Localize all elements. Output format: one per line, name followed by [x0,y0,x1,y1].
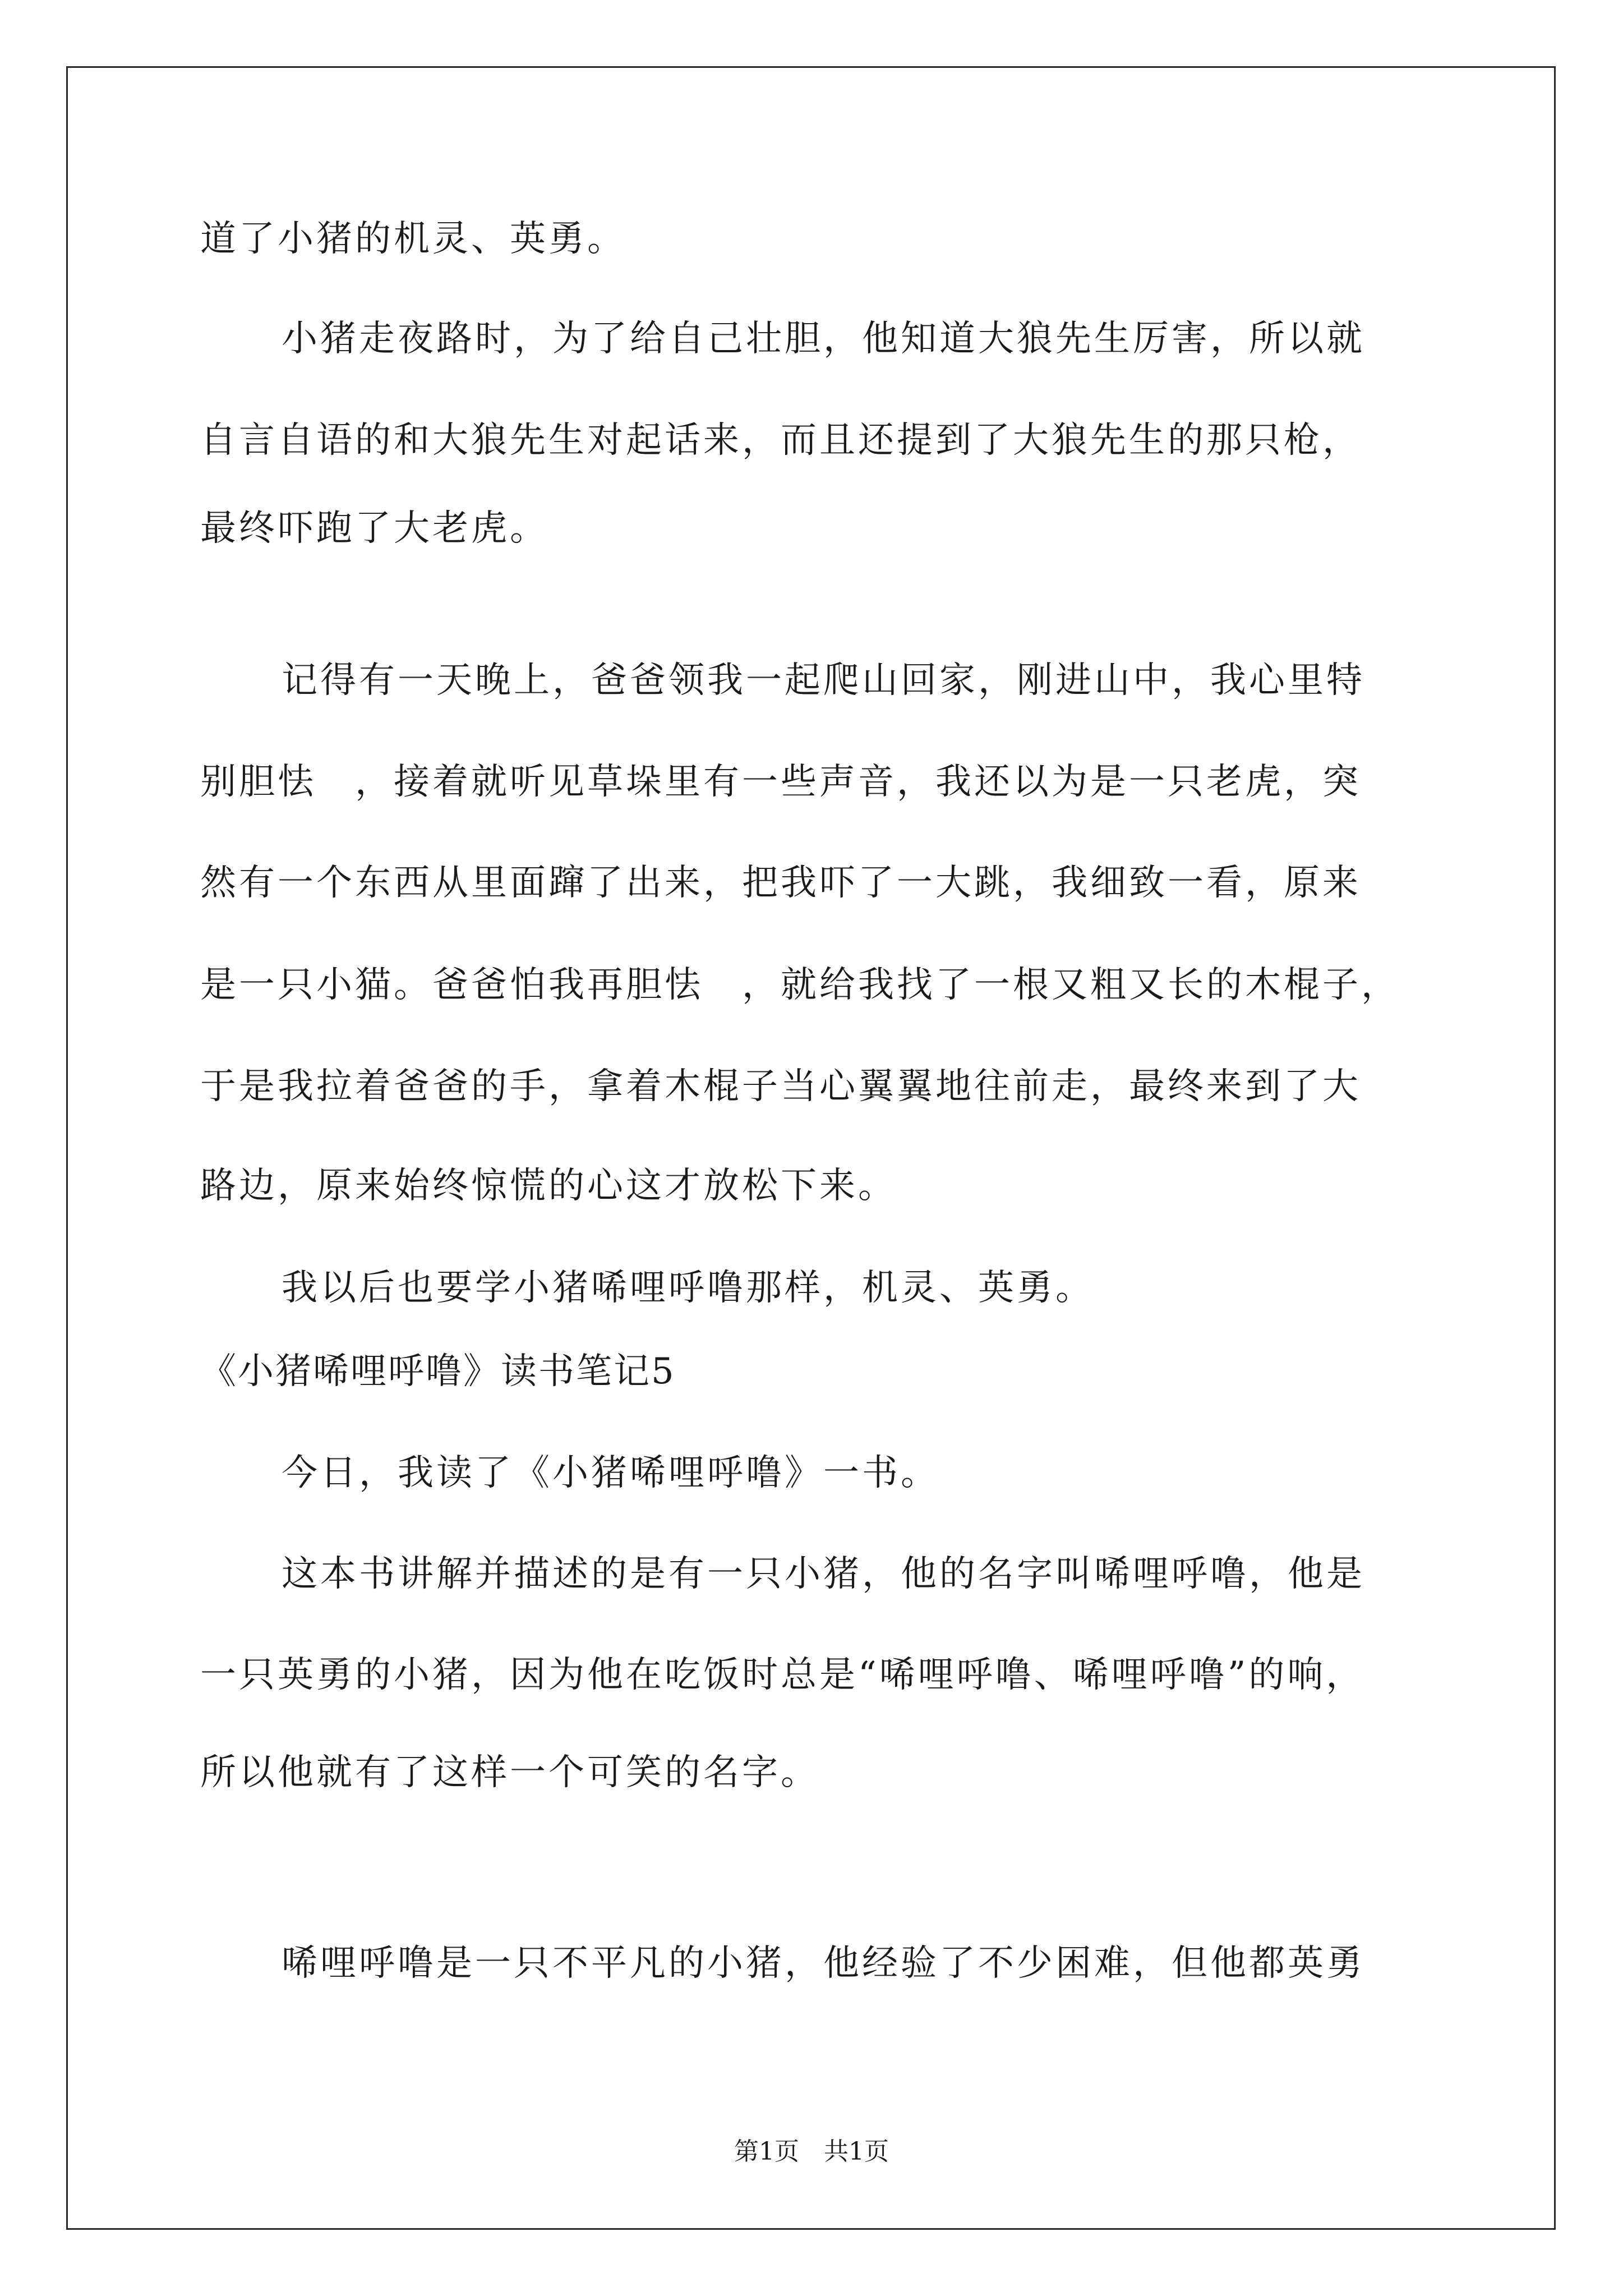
paragraph-line: 小猪走夜路时，为了给自己壮胆，他知道大狼先生厉害，所以就 [282,318,1365,360]
paragraph-line: 今日，我读了《小猪唏哩呼噜》一书。 [282,1452,939,1494]
paragraph-line: 自言自语的和大狼先生对起话来，而且还提到了大狼先生的那只枪， [200,420,1361,461]
paragraph-line: 所以他就有了这样一个可笑的名字。 [200,1752,819,1793]
paragraph-line: 然有一个东西从里面蹿了出来，把我吓了一大跳，我细致一看，原来 [200,862,1361,904]
paragraph-line: 道了小猪的机灵、英勇。 [200,218,626,260]
paragraph-line: 最终吓跑了大老虎。 [200,508,548,549]
section-heading: 《小猪唏哩呼噜》读书笔记5 [200,1351,676,1392]
page-border [66,66,1556,2230]
page-number-footer: 第1页 共1页 [734,2137,889,2166]
paragraph-line: 一只英勇的小猪，因为他在吃饭时总是“唏哩呼噜、唏哩呼噜”的响， [200,1654,1365,1696]
paragraph-line: 别胆怯 ，接着就听见草垛里有一些声音，我还以为是一只老虎，突 [200,761,1361,803]
paragraph-line: 记得有一天晚上，爸爸领我一起爬山回家，刚进山中，我心里特 [282,660,1365,701]
paragraph-line: 路边，原来始终惊慌的心这才放松下来。 [200,1165,897,1207]
paragraph-line: 唏哩呼噜是一只不平凡的小猪，他经验了不少困难，但他都英勇 [282,1943,1365,1984]
paragraph-line: 我以后也要学小猪唏哩呼噜那样，机灵、英勇。 [282,1267,1094,1309]
paragraph-line: 于是我拉着爸爸的手，拿着木棍子当心翼翼地往前走，最终来到了大 [200,1066,1361,1107]
paragraph-line: 这本书讲解并描述的是有一只小猪，他的名字叫唏哩呼噜，他是 [282,1553,1365,1595]
paragraph-line: 是一只小猫。爸爸怕我再胆怯 ，就给我找了一根又粗又长的木棍子， [200,964,1400,1006]
